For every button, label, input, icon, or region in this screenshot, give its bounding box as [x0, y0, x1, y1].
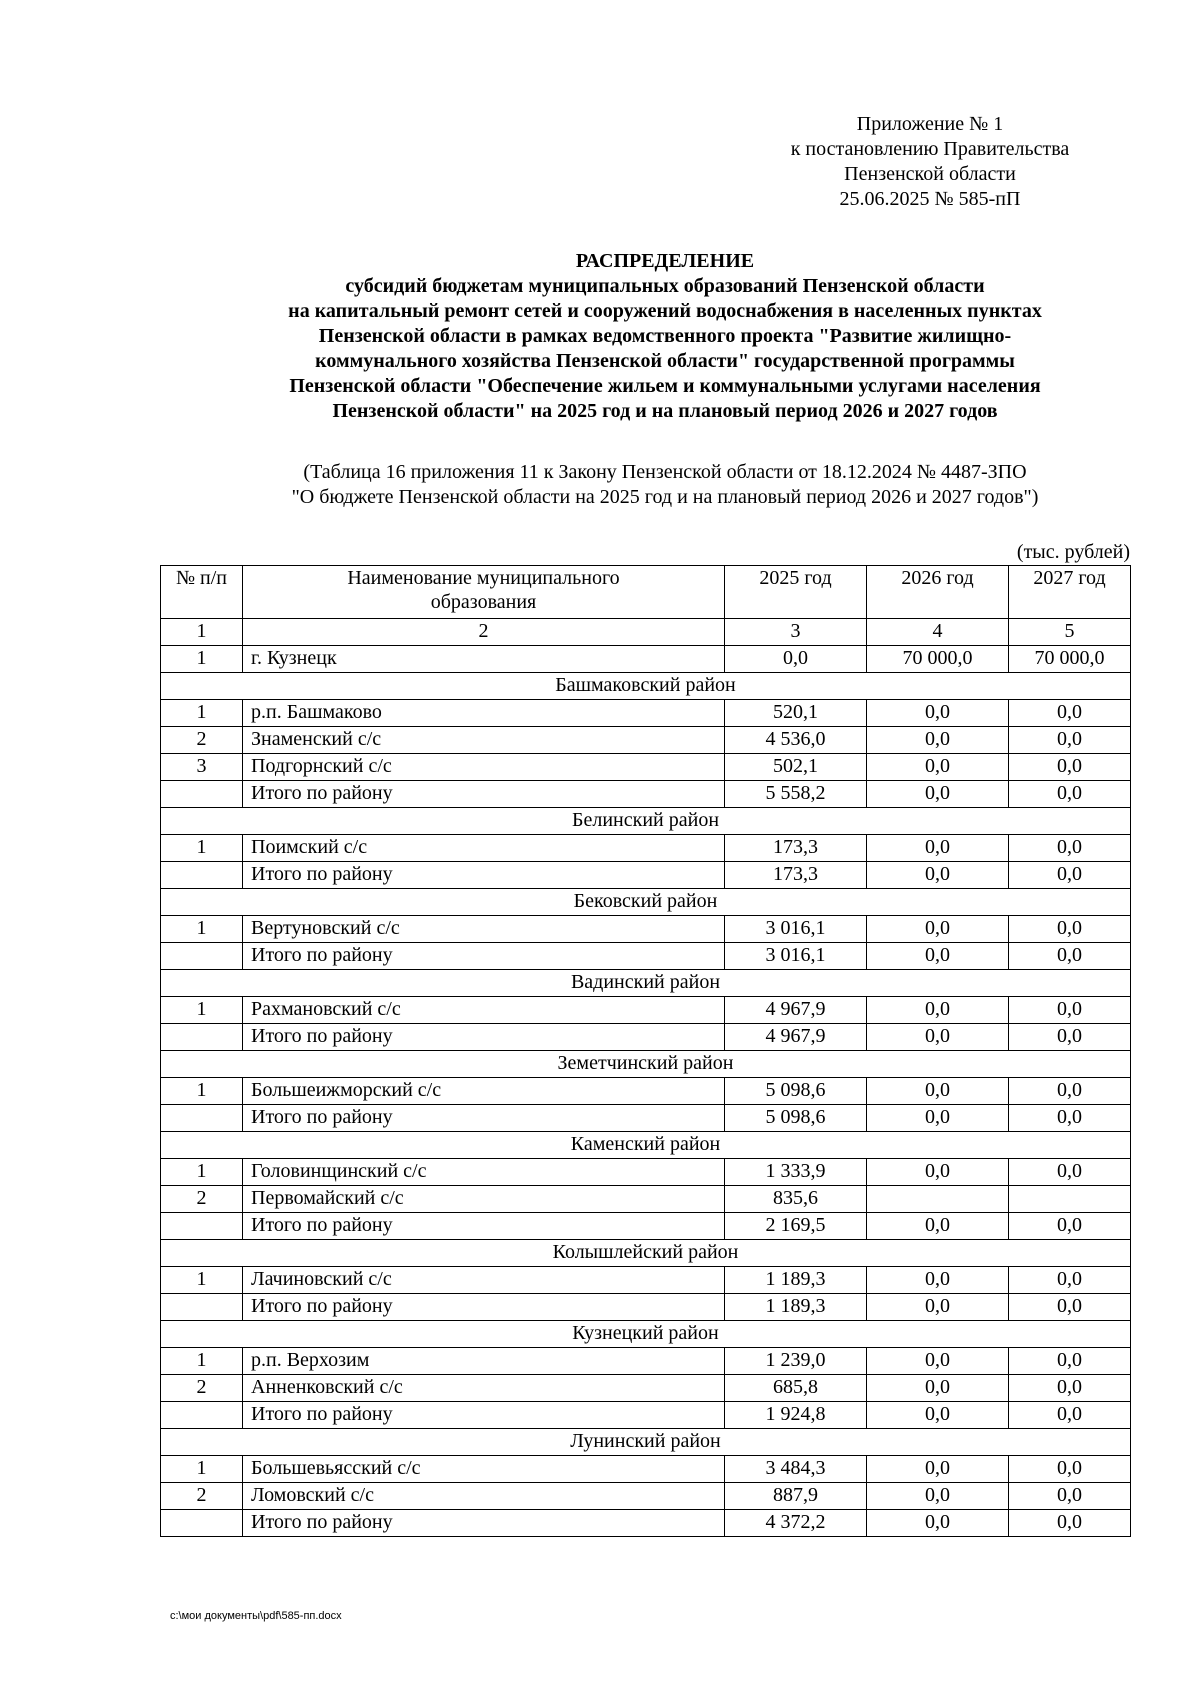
row-number: 1 [161, 1348, 243, 1375]
value-2027: 0,0 [1009, 943, 1131, 970]
col-number: 3 [725, 619, 867, 646]
district-header-row [161, 1321, 1131, 1348]
row-number [161, 862, 243, 889]
row-number: 2 [161, 727, 243, 754]
value-2026: 0,0 [867, 862, 1009, 889]
column-number-row [161, 619, 1131, 646]
row-number [161, 1213, 243, 1240]
value-2027: 0,0 [1009, 1348, 1131, 1375]
value-2026: 0,0 [867, 1267, 1009, 1294]
row-number: 1 [161, 1267, 243, 1294]
units-label: (тыс. рублей) [1016, 541, 1130, 563]
value-2026: 0,0 [867, 1402, 1009, 1429]
value-2025: 4 967,9 [725, 997, 867, 1024]
value-2025: 887,9 [725, 1483, 867, 1510]
appendix-line: Пензенской области [844, 163, 1016, 185]
table-body [161, 646, 1131, 1537]
table-row [161, 916, 1131, 943]
title-line: субсидий бюджетам муниципальных образований Пензенской области [345, 275, 985, 297]
district-header-row [161, 970, 1131, 997]
value-2025: 520,1 [725, 700, 867, 727]
title-heading: РАСПРЕДЕЛЕНИЕ [575, 250, 755, 272]
municipality-name: Головинщинский с/с [243, 1159, 725, 1186]
header-2027: 2027 год [1009, 566, 1131, 619]
municipality-name: Большевьясский с/с [243, 1456, 725, 1483]
value-2027: 0,0 [1009, 1375, 1131, 1402]
table-row [161, 1024, 1131, 1051]
district-header-row [161, 889, 1131, 916]
value-2026: 0,0 [867, 781, 1009, 808]
value-2025: 4 372,2 [725, 1510, 867, 1537]
appendix-line: 25.06.2025 № 585-пП [839, 188, 1021, 210]
value-2026: 0,0 [867, 1078, 1009, 1105]
table-row [161, 1105, 1131, 1132]
district-name: Бековский район [161, 889, 1131, 916]
row-number: 1 [161, 1078, 243, 1105]
appendix-line: Приложение № 1 [856, 113, 1004, 135]
value-2025: 5 098,6 [725, 1078, 867, 1105]
district-name: Кузнецкий район [161, 1321, 1131, 1348]
row-number: 1 [161, 916, 243, 943]
table-row [161, 1159, 1131, 1186]
value-2027 [1009, 1186, 1131, 1213]
table-row [161, 781, 1131, 808]
value-2027: 0,0 [1009, 1402, 1131, 1429]
value-2025: 0,0 [725, 646, 867, 673]
value-2026: 0,0 [867, 754, 1009, 781]
table-header-row [161, 566, 1131, 619]
value-2027: 0,0 [1009, 997, 1131, 1024]
value-2027: 0,0 [1009, 727, 1131, 754]
row-number: 1 [161, 1159, 243, 1186]
value-2027: 0,0 [1009, 781, 1131, 808]
document-title [140, 249, 1190, 424]
value-2027: 0,0 [1009, 1105, 1131, 1132]
district-header-row [161, 1429, 1131, 1456]
row-number: 2 [161, 1483, 243, 1510]
district-header-row [161, 1240, 1131, 1267]
table-row [161, 1186, 1131, 1213]
value-2026: 0,0 [867, 1456, 1009, 1483]
value-2027: 0,0 [1009, 1078, 1131, 1105]
district-header-row [161, 1051, 1131, 1078]
value-2026: 0,0 [867, 997, 1009, 1024]
value-2027: 0,0 [1009, 1159, 1131, 1186]
row-number [161, 1105, 243, 1132]
value-2027: 0,0 [1009, 835, 1131, 862]
municipality-name: р.п. Башмаково [243, 700, 725, 727]
row-number: 3 [161, 754, 243, 781]
value-2026: 0,0 [867, 1483, 1009, 1510]
subtitle-line: "О бюджете Пензенской области на 2025 год и на плановый период 2026 и 2027 годов") [291, 486, 1039, 508]
value-2027: 0,0 [1009, 1024, 1131, 1051]
municipality-name: Итого по району [243, 943, 725, 970]
header-name: Наименование муниципального образования [243, 566, 725, 619]
title-line: коммунального хозяйства Пензенской области" государственной программы [315, 350, 1015, 372]
title-line: Пензенской области в рамках ведомственного проекта "Развитие жилищно- [318, 325, 1012, 347]
table-row [161, 1456, 1131, 1483]
municipality-name: Итого по району [243, 1294, 725, 1321]
table-row [161, 1294, 1131, 1321]
municipality-name: Итого по району [243, 1213, 725, 1240]
value-2027: 0,0 [1009, 1456, 1131, 1483]
municipality-name: Анненковский с/с [243, 1375, 725, 1402]
col-number: 5 [1009, 619, 1131, 646]
value-2027: 0,0 [1009, 1294, 1131, 1321]
value-2027: 0,0 [1009, 1267, 1131, 1294]
municipality-name: Лачиновский с/с [243, 1267, 725, 1294]
table-row [161, 700, 1131, 727]
value-2025: 685,8 [725, 1375, 867, 1402]
district-name: Каменский район [161, 1132, 1131, 1159]
district-name: Земетчинский район [161, 1051, 1131, 1078]
row-number [161, 1510, 243, 1537]
municipality-name: Итого по району [243, 862, 725, 889]
value-2025: 502,1 [725, 754, 867, 781]
table-row [161, 997, 1131, 1024]
header-2025: 2025 год [725, 566, 867, 619]
value-2027: 0,0 [1009, 700, 1131, 727]
title-line: Пензенской области "Обеспечение жильем и коммунальными услугами населения [289, 375, 1041, 397]
value-2025: 5 098,6 [725, 1105, 867, 1132]
value-2026: 0,0 [867, 727, 1009, 754]
row-number [161, 1402, 243, 1429]
value-2025: 2 169,5 [725, 1213, 867, 1240]
value-2025: 173,3 [725, 835, 867, 862]
municipality-name: р.п. Верхозим [243, 1348, 725, 1375]
row-number: 1 [161, 646, 243, 673]
municipality-name: Ломовский с/с [243, 1483, 725, 1510]
value-2026: 0,0 [867, 1294, 1009, 1321]
value-2025: 1 239,0 [725, 1348, 867, 1375]
value-2027: 0,0 [1009, 754, 1131, 781]
row-number: 2 [161, 1375, 243, 1402]
table-row [161, 1510, 1131, 1537]
col-number: 4 [867, 619, 1009, 646]
subsidy-table [160, 565, 1131, 1537]
row-number: 2 [161, 1186, 243, 1213]
table-row [161, 646, 1131, 673]
header-no: № п/п [161, 566, 243, 619]
value-2026: 0,0 [867, 1375, 1009, 1402]
value-2025: 1 189,3 [725, 1294, 867, 1321]
table-row [161, 754, 1131, 781]
table-row [161, 835, 1131, 862]
value-2025: 3 484,3 [725, 1456, 867, 1483]
row-number: 1 [161, 1456, 243, 1483]
appendix-line: к постановлению Правительства [790, 138, 1070, 160]
value-2026: 0,0 [867, 1024, 1009, 1051]
value-2027: 70 000,0 [1009, 646, 1131, 673]
municipality-name: Знаменский с/с [243, 727, 725, 754]
value-2026: 70 000,0 [867, 646, 1009, 673]
value-2025: 1 189,3 [725, 1267, 867, 1294]
value-2026: 0,0 [867, 916, 1009, 943]
table-row [161, 1375, 1131, 1402]
table-row [161, 943, 1131, 970]
value-2026 [867, 1186, 1009, 1213]
table-row [161, 727, 1131, 754]
district-name: Башмаковский район [161, 673, 1131, 700]
municipality-name: г. Кузнецк [243, 646, 725, 673]
value-2025: 4 967,9 [725, 1024, 867, 1051]
document-subtitle [140, 460, 1190, 510]
row-number [161, 943, 243, 970]
table-row [161, 862, 1131, 889]
value-2026: 0,0 [867, 1213, 1009, 1240]
district-name: Колышлейский район [161, 1240, 1131, 1267]
district-name: Лунинский район [161, 1429, 1131, 1456]
value-2026: 0,0 [867, 1348, 1009, 1375]
appendix-block [760, 112, 1100, 212]
subtitle-line: (Таблица 16 приложения 11 к Закону Пензенской области от 18.12.2024 № 4487-ЗПО [303, 461, 1027, 483]
municipality-name: Рахмановский с/с [243, 997, 725, 1024]
col-number: 1 [161, 619, 243, 646]
table-row [161, 1348, 1131, 1375]
value-2027: 0,0 [1009, 1510, 1131, 1537]
municipality-name: Итого по району [243, 1105, 725, 1132]
value-2026: 0,0 [867, 835, 1009, 862]
value-2025: 173,3 [725, 862, 867, 889]
value-2026: 0,0 [867, 1510, 1009, 1537]
row-number: 1 [161, 700, 243, 727]
table-row [161, 1402, 1131, 1429]
table-row [161, 1483, 1131, 1510]
municipality-name: Итого по району [243, 1510, 725, 1537]
row-number [161, 1294, 243, 1321]
row-number [161, 1024, 243, 1051]
value-2026: 0,0 [867, 700, 1009, 727]
col-number: 2 [243, 619, 725, 646]
value-2025: 5 558,2 [725, 781, 867, 808]
municipality-name: Вертуновский с/с [243, 916, 725, 943]
value-2027: 0,0 [1009, 1483, 1131, 1510]
district-header-row [161, 1132, 1131, 1159]
file-path-footer: c:\мои документы\pdf\585-пп.docx [170, 1610, 342, 1622]
title-line: на капитальный ремонт сетей и сооружений водоснабжения в населенных пунктах [288, 300, 1042, 322]
value-2026: 0,0 [867, 1105, 1009, 1132]
table-row [161, 1213, 1131, 1240]
value-2026: 0,0 [867, 1159, 1009, 1186]
municipality-name: Итого по району [243, 1024, 725, 1051]
value-2027: 0,0 [1009, 916, 1131, 943]
header-2026: 2026 год [867, 566, 1009, 619]
municipality-name: Большеижморский с/с [243, 1078, 725, 1105]
value-2027: 0,0 [1009, 1213, 1131, 1240]
value-2027: 0,0 [1009, 862, 1131, 889]
municipality-name: Итого по району [243, 781, 725, 808]
district-name: Вадинский район [161, 970, 1131, 997]
title-line: Пензенской области" на 2025 год и на плановый период 2026 и 2027 годов [332, 400, 998, 422]
value-2025: 835,6 [725, 1186, 867, 1213]
district-header-row [161, 808, 1131, 835]
municipality-name: Поимский с/с [243, 835, 725, 862]
district-header-row [161, 673, 1131, 700]
row-number [161, 781, 243, 808]
district-name: Белинский район [161, 808, 1131, 835]
row-number: 1 [161, 997, 243, 1024]
table-row [161, 1267, 1131, 1294]
table-row [161, 1078, 1131, 1105]
value-2026: 0,0 [867, 943, 1009, 970]
municipality-name: Итого по району [243, 1402, 725, 1429]
value-2025: 3 016,1 [725, 916, 867, 943]
value-2025: 3 016,1 [725, 943, 867, 970]
value-2025: 4 536,0 [725, 727, 867, 754]
row-number: 1 [161, 835, 243, 862]
value-2025: 1 924,8 [725, 1402, 867, 1429]
value-2025: 1 333,9 [725, 1159, 867, 1186]
municipality-name: Первомайский с/с [243, 1186, 725, 1213]
municipality-name: Подгорнский с/с [243, 754, 725, 781]
